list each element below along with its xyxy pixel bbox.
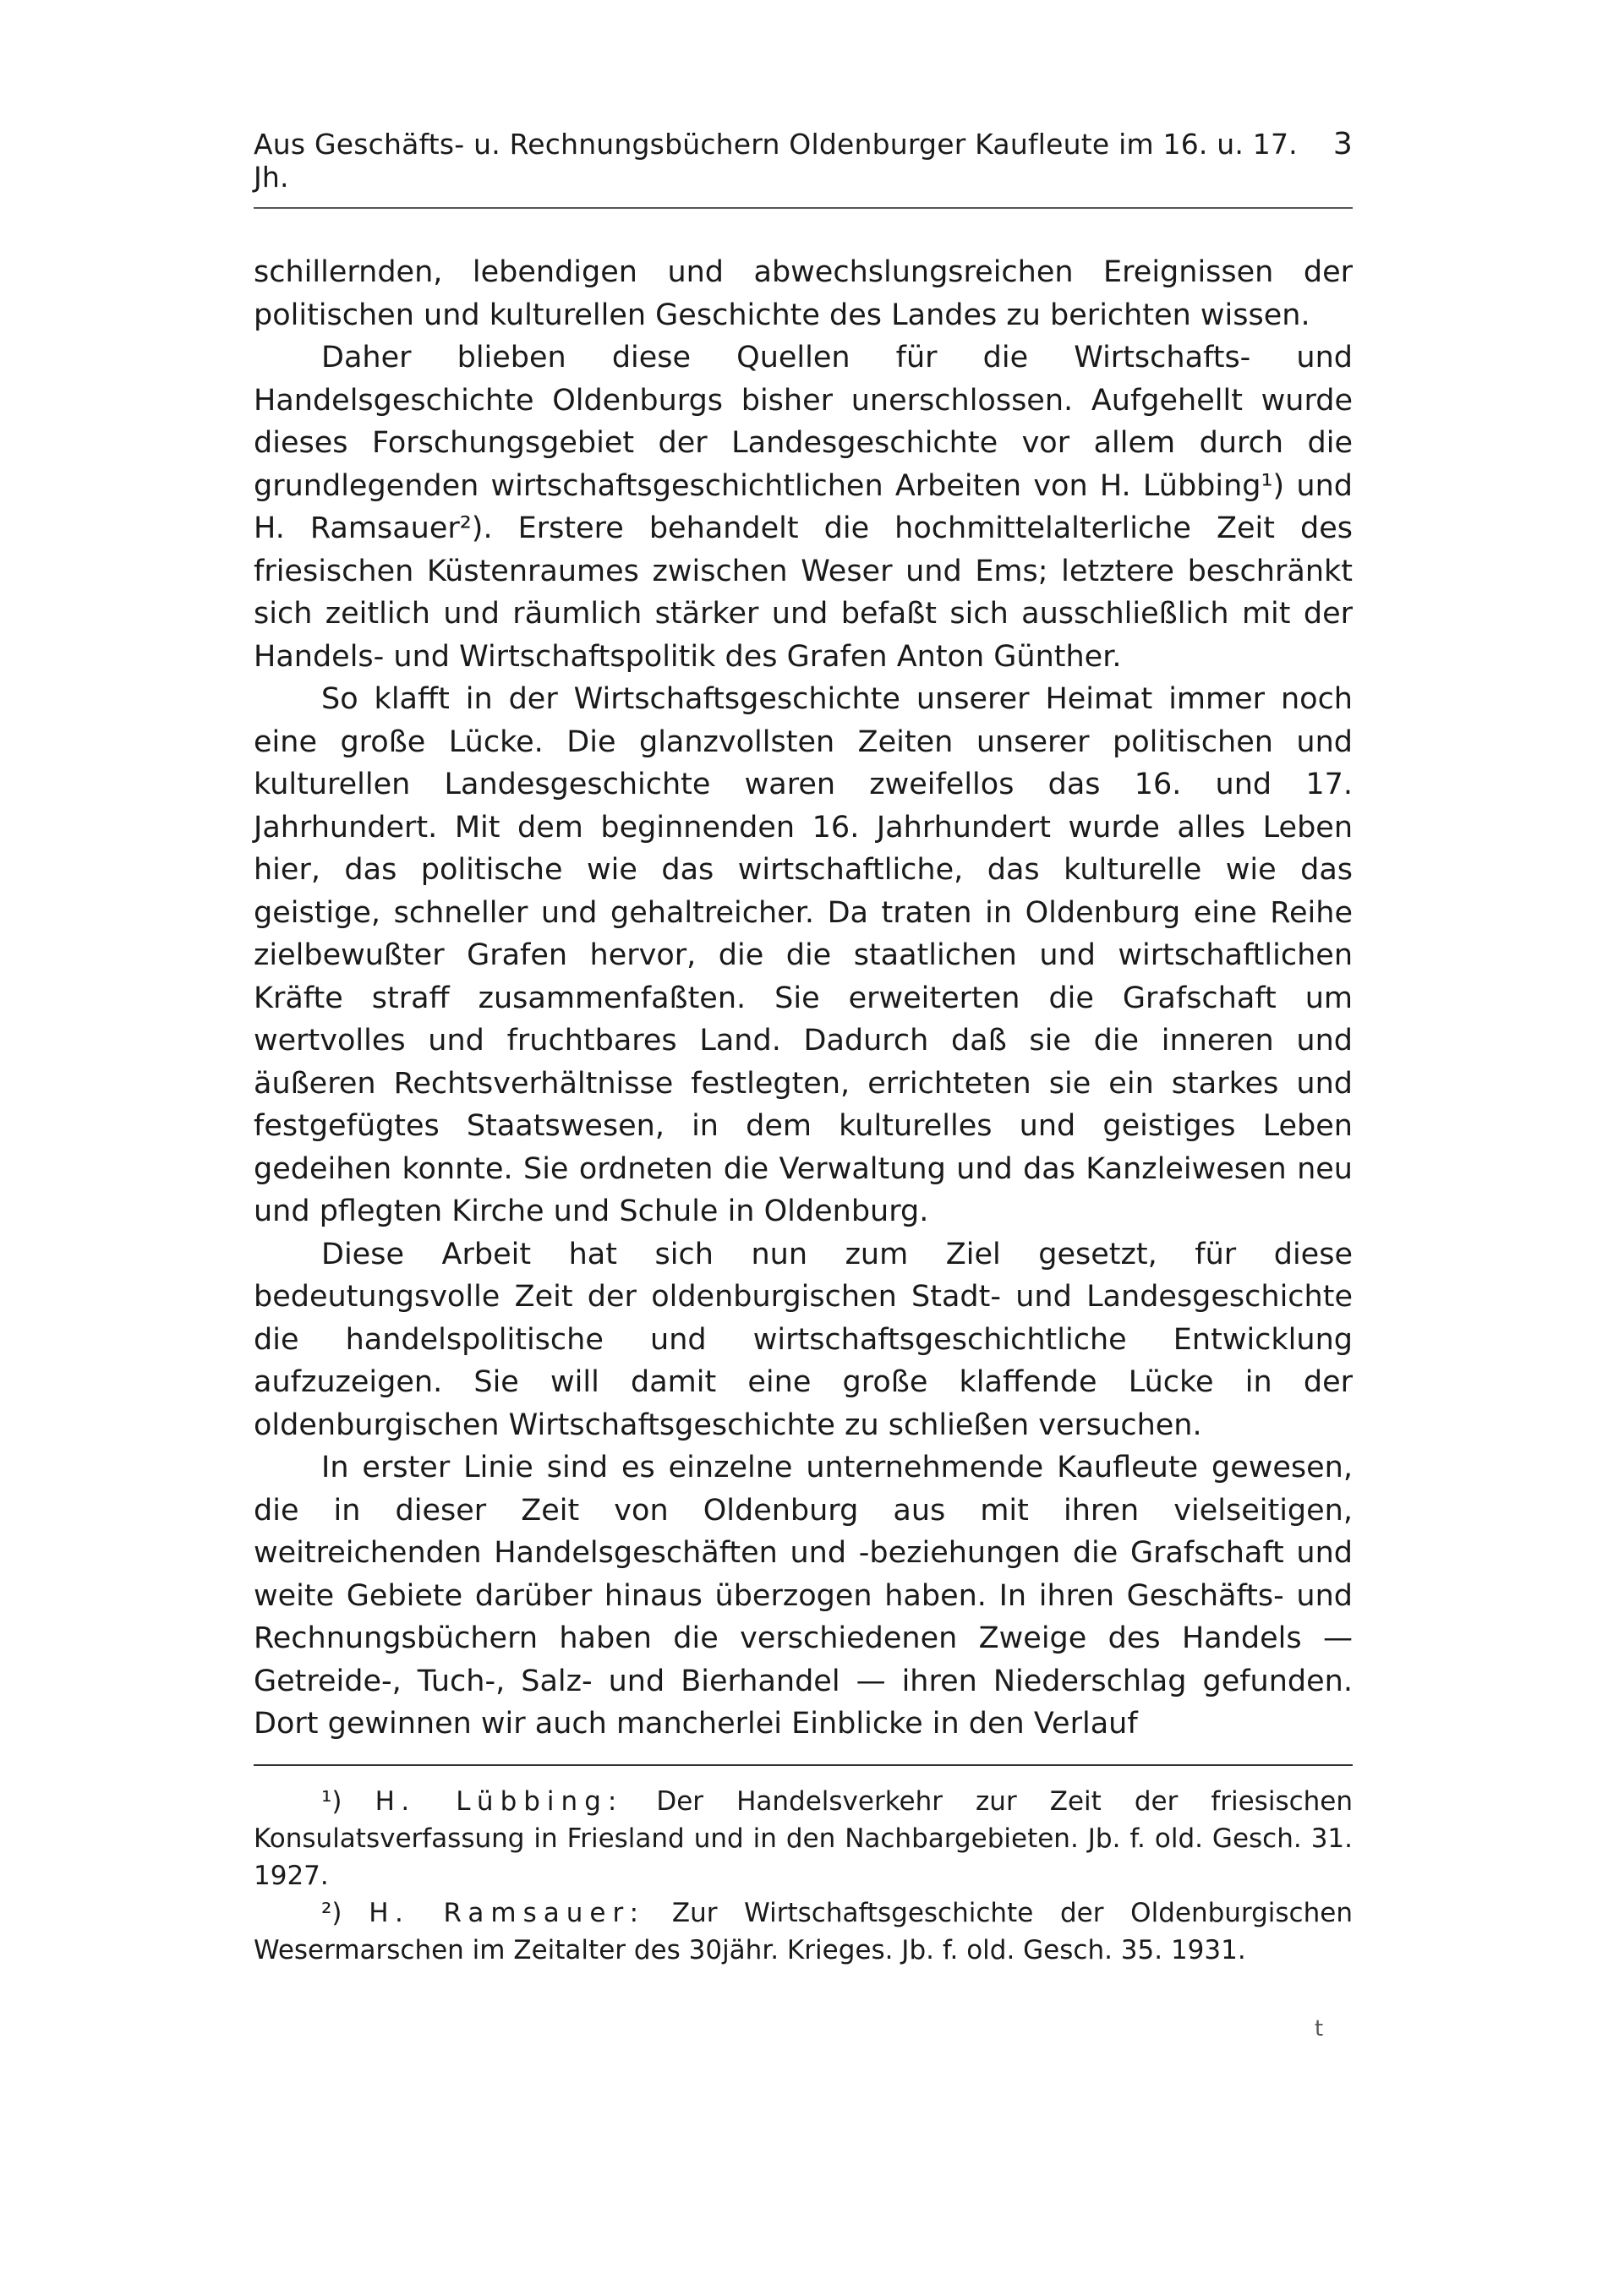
paragraph: In erster Linie sind es einzelne unternehmende Kaufleute gewesen, die in dieser Zeit von Oldenburg aus mit ihren vielseitigen, weitreichenden Handelsgeschäften und -beziehungen die Grafschaft und weite Gebiete darüber hinaus überzogen haben. In ihren Geschäfts- und Rechnungsbüchern haben die verschiedenen Zweige des Handels — Getreide-, Tuch-, Salz- und Bierhandel — ihren Niederschlag gefunden. Dort gewinnen wir auch mancherlei Einblicke in den Verlauf: [254, 1451, 1353, 1741]
paragraph: Daher blieben diese Quellen für die Wirtschafts- und Handelsgeschichte Oldenburgs bisher unerschlossen. Aufgehellt wurde dieses Forschungsgebiet der Landesgeschichte vor allem durch die grundlegenden wirtschaftsgeschichtlichen Arbeiten von H. Lübbing¹) und H. Ramsauer²). Erstere behandelt die hochmittelalterliche Zeit des friesischen Küstenraumes zwischen Weser und Ems; letztere beschränkt sich zeitlich und räumlich stärker und befaßt sich ausschließlich mit der Handels- und Wirtschaftspolitik des Grafen Anton Günther.: [254, 341, 1353, 674]
paragraph: schillernden, lebendigen und abwechslungsreichen Ereignissen der politischen und kulturellen Geschichte des Landes zu berichten wissen.: [254, 255, 1353, 332]
footnote-text: Zur Wirtschaftsgeschichte der Oldenburgischen Wesermarschen im Zeitalter des 30jähr. Krieges. Jb. f. old. Gesch. 35. 1931.: [254, 1897, 1353, 1965]
footnote-rule: [254, 1764, 1353, 1766]
stray-mark: t: [1315, 2016, 1324, 2042]
footnote-text: Der Handelsverkehr zur Zeit der friesischen Konsulatsverfassung in Friesland und in den Nachbargebieten. Jb. f. old. Gesch. 31. 1927.: [254, 1785, 1354, 1891]
body-text: [254, 251, 1353, 1746]
footnote-author: H. Lübbing:: [375, 1785, 624, 1817]
paragraph: So klafft in der Wirtschaftsgeschichte unserer Heimat immer noch eine große Lücke. Die glanzvollsten Zeiten unserer politischen und kulturellen Landesgeschichte waren zweifellos das 16. und 17. Jahrhundert. Mit dem beginnenden 16. Jahrhundert wurde alles Leben hier, das politische wie das wirtschaftliche, das kulturelle wie das geistige, schneller und gehaltreicher. Da traten in Oldenburg eine Reihe zielbewußter Grafen hervor, die die staatlichen und wirtschaftlichen Kräfte straff zusammenfaßten. Sie erweiterten die Grafschaft um wertvolles und fruchtbares Land. Dadurch daß sie die inneren und äußeren Rechtsverhältnisse festlegten, errichteten sie ein starkes und festgefügtes Staatswesen, in dem kulturelles und geistiges Leben gedeihen konnte. Sie ordneten die Verwaltung und das Kanzleiwesen neu und pflegten Kirche und Schule in Oldenburg.: [254, 682, 1353, 1228]
running-title: Aus Geschäfts- u. Rechnungsbüchern Oldenburger Kaufleute im 16. u. 17. Jh.: [254, 128, 1298, 194]
page-number: 3: [1332, 127, 1353, 161]
footnote-marker: ¹): [321, 1785, 342, 1817]
running-head: [254, 127, 1353, 209]
footnote-2: [254, 1894, 1353, 1969]
footnote-marker: ²): [321, 1897, 342, 1928]
book-page: [254, 127, 1353, 1969]
footnote-1: [254, 1783, 1353, 1894]
footnotes: [254, 1783, 1353, 1969]
footnote-author: H. Ramsauer:: [369, 1897, 646, 1928]
paragraph: Diese Arbeit hat sich nun zum Ziel gesetzt, für diese bedeutungsvolle Zeit der oldenburgischen Stadt- und Landesgeschichte die handelspolitische und wirtschaftsgeschichtliche Entwicklung aufzuzeigen. Sie will damit eine große klaffende Lücke in der oldenburgischen Wirtschaftsgeschichte zu schließen versuchen.: [254, 1237, 1353, 1442]
